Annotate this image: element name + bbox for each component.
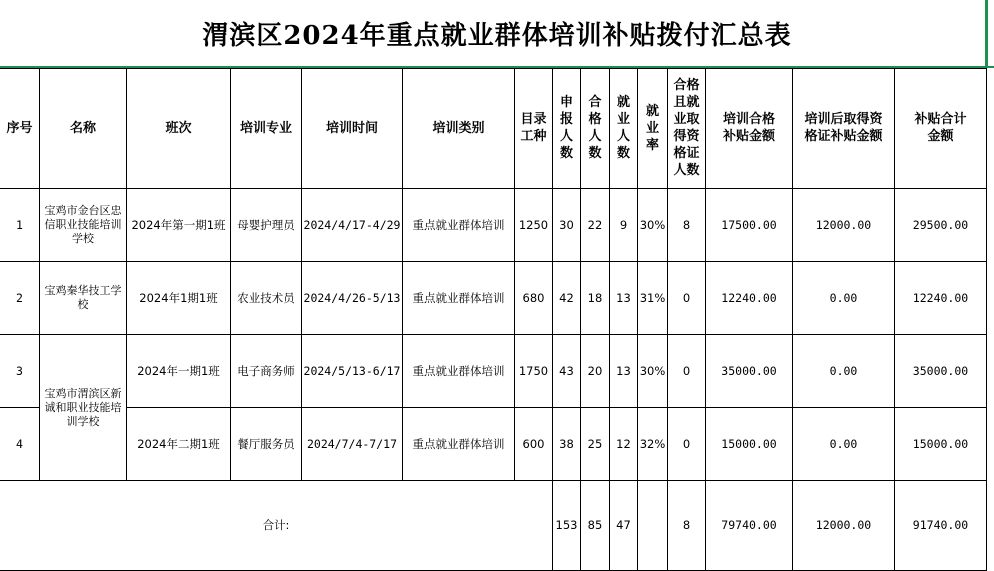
cell-total: 15000.00 [895, 408, 987, 481]
cell-total: 29500.00 [895, 189, 987, 262]
cell-time: 2024/7/4-7/17 [302, 408, 403, 481]
cell-class: 2024年一期1班 [127, 335, 231, 408]
cell-rate: 30% [638, 189, 668, 262]
cell-subsidy2: 12000.00 [793, 189, 895, 262]
cell-name: 宝鸡市渭滨区新诚和职业技能培训学校 [40, 335, 127, 481]
summary-employed: 47 [610, 481, 638, 571]
header-name: 名称 [40, 68, 127, 189]
cell-type: 重点就业群体培训 [403, 408, 515, 481]
cell-cert: 8 [668, 189, 706, 262]
cell-employed: 13 [610, 262, 638, 335]
cell-time: 2024/4/17-4/29 [302, 189, 403, 262]
cell-name: 宝鸡秦华技工学校 [40, 262, 127, 335]
cell-rate: 30% [638, 335, 668, 408]
cell-catalog: 680 [515, 262, 553, 335]
summary-cert: 8 [668, 481, 706, 571]
cell-major: 餐厅服务员 [231, 408, 302, 481]
header-total: 补贴合计 金额 [895, 68, 987, 189]
cell-catalog: 1250 [515, 189, 553, 262]
header-employed: 就 业 人 数 [610, 68, 638, 189]
cell-apply: 43 [553, 335, 581, 408]
summary-rate [638, 481, 668, 571]
cell-employed: 9 [610, 189, 638, 262]
summary-qualified: 85 [581, 481, 610, 571]
cell-rate: 31% [638, 262, 668, 335]
cell-time: 2024/4/26-5/13 [302, 262, 403, 335]
header-apply: 申 报 人 数 [553, 68, 581, 189]
cell-class: 2024年第一期1班 [127, 189, 231, 262]
cell-cert: 0 [668, 408, 706, 481]
cell-employed: 13 [610, 335, 638, 408]
cell-major: 母婴护理员 [231, 189, 302, 262]
cell-class: 2024年1期1班 [127, 262, 231, 335]
header-seq: 序号 [0, 68, 40, 189]
cell-subsidy2: 0.00 [793, 408, 895, 481]
cell-subsidy1: 17500.00 [706, 189, 793, 262]
header-subsidy2: 培训后取得资 格证补贴金额 [793, 68, 895, 189]
header-major: 培训专业 [231, 68, 302, 189]
summary-total: 91740.00 [895, 481, 987, 571]
summary-subsidy2: 12000.00 [793, 481, 895, 571]
header-cert: 合格 且就 业取 得资 格证 人数 [668, 68, 706, 189]
cell-catalog: 600 [515, 408, 553, 481]
cell-total: 12240.00 [895, 262, 987, 335]
cell-apply: 30 [553, 189, 581, 262]
cell-class: 2024年二期1班 [127, 408, 231, 481]
cell-type: 重点就业群体培训 [403, 189, 515, 262]
cell-major: 农业技术员 [231, 262, 302, 335]
cell-subsidy2: 0.00 [793, 262, 895, 335]
cell-subsidy1: 12240.00 [706, 262, 793, 335]
summary-subsidy1: 79740.00 [706, 481, 793, 571]
cell-subsidy2: 0.00 [793, 335, 895, 408]
cell-employed: 12 [610, 408, 638, 481]
cell-subsidy1: 15000.00 [706, 408, 793, 481]
table-title: 渭滨区2024年重点就业群体培训补贴拨付汇总表 [0, 0, 994, 68]
summary-label: 合计: [0, 481, 553, 571]
cell-cert: 0 [668, 335, 706, 408]
summary-apply: 153 [553, 481, 581, 571]
cell-qualified: 25 [581, 408, 610, 481]
cell-subsidy1: 35000.00 [706, 335, 793, 408]
cell-cert: 0 [668, 262, 706, 335]
cell-seq: 2 [0, 262, 40, 335]
header-class: 班次 [127, 68, 231, 189]
cell-type: 重点就业群体培训 [403, 335, 515, 408]
header-subsidy1: 培训合格 补贴金额 [706, 68, 793, 189]
cell-seq: 1 [0, 189, 40, 262]
cell-qualified: 18 [581, 262, 610, 335]
cell-apply: 42 [553, 262, 581, 335]
cell-total: 35000.00 [895, 335, 987, 408]
cell-seq: 3 [0, 335, 40, 408]
cell-seq: 4 [0, 408, 40, 481]
cell-apply: 38 [553, 408, 581, 481]
cell-name: 宝鸡市金台区忠信职业技能培训学校 [40, 189, 127, 262]
cell-time: 2024/5/13-6/17 [302, 335, 403, 408]
cell-qualified: 22 [581, 189, 610, 262]
header-catalog: 目录 工种 [515, 68, 553, 189]
title-divider [985, 0, 988, 68]
header-qualified: 合 格 人 数 [581, 68, 610, 189]
header-type: 培训类别 [403, 68, 515, 189]
header-time: 培训时间 [302, 68, 403, 189]
cell-catalog: 1750 [515, 335, 553, 408]
cell-qualified: 20 [581, 335, 610, 408]
header-rate: 就 业 率 [638, 68, 668, 189]
cell-rate: 32% [638, 408, 668, 481]
cell-type: 重点就业群体培训 [403, 262, 515, 335]
cell-major: 电子商务师 [231, 335, 302, 408]
